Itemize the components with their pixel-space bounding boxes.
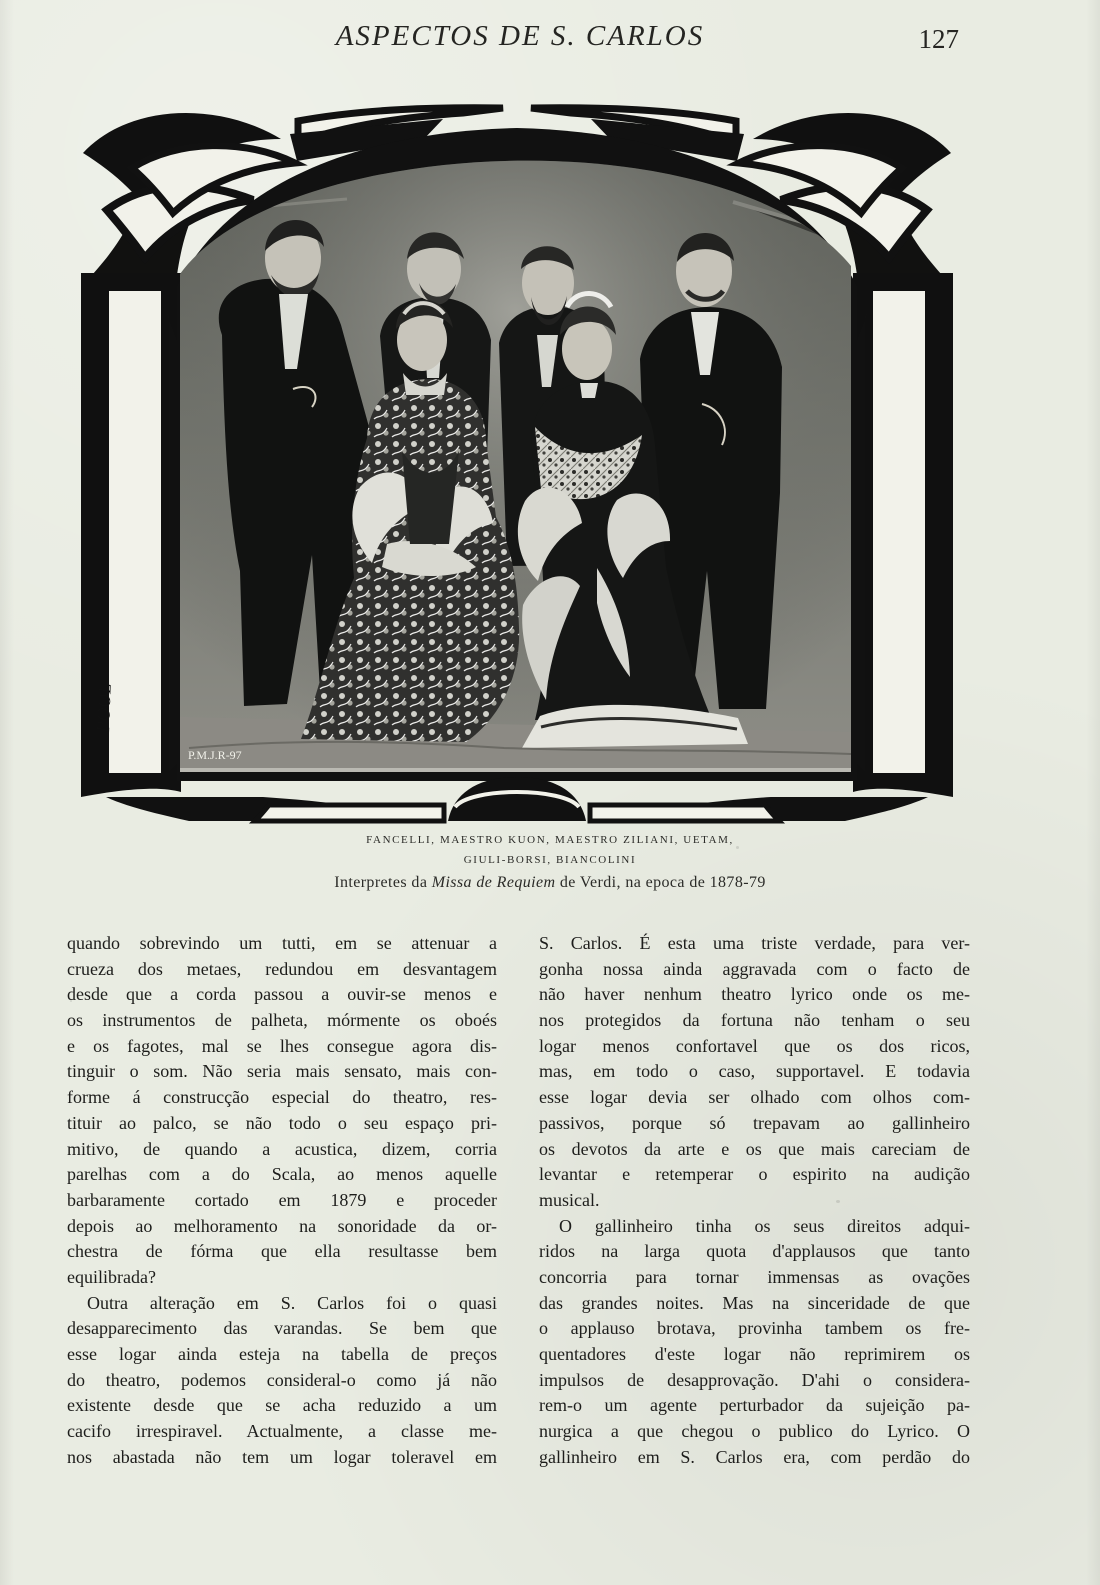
left-text-line: forme á construcção especial do theatro, res- <box>67 1087 497 1108</box>
right-text-line: levantar e retemperar o espirito na audição <box>539 1164 970 1185</box>
left-text-line: barbaramente cortado em 1879 e proceder <box>67 1189 497 1210</box>
left-text-line: equilibrada? <box>67 1266 156 1287</box>
caption-names-line-2: GIULI-BORSI, BIANCOLINI <box>463 854 637 866</box>
right-text-line: gonha nossa ainda aggravada com o facto de <box>539 958 970 979</box>
right-text-line: os devotos da arte e os que mais careciam de <box>539 1138 970 1159</box>
right-text-line: gallinheiro em S. Carlos era, com perdão do <box>539 1446 970 1467</box>
paper-speck <box>70 1000 72 1002</box>
decorative-frame-with-portrait <box>67 97 967 824</box>
right-text-line: nurgica a que chegou o publico do Lyrico. O <box>539 1421 970 1442</box>
left-text-line: desapparecimento das varandas. Se bem que <box>67 1318 497 1339</box>
right-text-line: esse logar devia ser olhado com olhos com- <box>539 1087 970 1108</box>
right-text-line: mas, em todo o caso, supportavel. E todavia <box>539 1061 970 1082</box>
right-text-line: não haver nenhum theatro lyrico onde os me- <box>539 984 970 1005</box>
caption-main-suffix: de Verdi, na epoca de 1878-79 <box>555 874 766 891</box>
right-text-line: O gallinheiro tinha os seus direitos adqui- <box>559 1215 970 1236</box>
left-text-line: nos abastada não tem um logar toleravel em <box>67 1446 497 1467</box>
left-text-line: chestra de fórma que ella resultasse bem <box>67 1241 497 1262</box>
caption-main <box>220 873 880 893</box>
caption-main-prefix: Interpretes da <box>334 874 432 891</box>
left-text-line: desde que a corda passou a ouvir-se menos e <box>67 984 497 1005</box>
right-text-line: nos protegidos da fortuna não tenham o seu <box>539 1010 970 1031</box>
right-text-line: o applauso brotava, provinha tambem os fre- <box>539 1318 970 1339</box>
right-text-line: S. Carlos. É esta uma triste verdade, para ver- <box>539 933 970 953</box>
right-text-line: passivos, porque só trepavam ao gallinheiro <box>539 1112 970 1133</box>
left-text-column <box>67 931 497 1470</box>
left-text-line: e os fagotes, mal se lhes consegue agora dis- <box>67 1035 497 1056</box>
right-text-line: quentadores d'este logar não reprimirem os <box>539 1344 970 1364</box>
left-text-line: mitivo, de quando a acustica, dizem, corria <box>67 1138 497 1159</box>
caption-names-line-1: FANCELLI, MAESTRO KUON, MAESTRO ZILIANI, UETAM, <box>366 834 734 846</box>
left-text-line: do theatro, podemos consideral-o como já não <box>67 1369 497 1390</box>
left-text-line: os instrumentos de palheta, mórmente os oboés <box>67 1010 497 1031</box>
running-head: ASPECTOS DE S. CARLOS <box>335 20 705 52</box>
plate-caption <box>220 830 880 893</box>
right-text-line: impulsos de desapprovação. D'ahi o considera- <box>539 1369 970 1390</box>
left-text-line: parelhas com a do Scala, ao menos aquelle <box>67 1164 497 1185</box>
right-text-line: rem-o um agente perturbador da sujeição pa- <box>539 1395 970 1416</box>
caption-main-italic: Missa de Requiem <box>431 874 556 891</box>
left-text-line: crueza dos metaes, redundou em desvantagem <box>67 958 497 979</box>
left-text-line: Outra alteração em S. Carlos foi o quasi <box>87 1292 497 1313</box>
group-portrait-photograph <box>180 114 851 772</box>
right-text-line: musical. <box>539 1189 600 1210</box>
art-nouveau-photo-plate <box>67 97 967 824</box>
right-text-column <box>539 931 970 1470</box>
left-text-line: tinguir o som. Não seria mais sensato, mais con- <box>67 1061 497 1082</box>
page-number: 127 <box>918 24 959 54</box>
left-text-line: esse logar ainda esteja na tabella de preços <box>67 1344 497 1364</box>
artist-signature-text: POOL <box>93 682 116 734</box>
left-text-line: existente desde que se acha reduzido a um <box>67 1395 497 1416</box>
paper-speck <box>836 1200 840 1203</box>
paper-speck <box>736 846 739 849</box>
left-text-line: quando sobrevindo um tutti, em se attenuar a <box>67 933 497 953</box>
right-text-line: ridos na larga quota d'applausos que tanto <box>539 1241 970 1262</box>
right-text-line: logar menos confortavel que os dos ricos, <box>539 1035 970 1056</box>
right-text-line: das grandes noites. Mas na sinceridade de que <box>539 1292 970 1313</box>
left-text-line: depois ao melhoramento na sonoridade da or- <box>67 1215 497 1236</box>
left-text-line: tituir ao palco, se não todo o seu espaço pri- <box>67 1112 497 1133</box>
artist-signature <box>93 683 116 734</box>
left-text-line: cacifo irrespiravel. Actualmente, a classe me- <box>67 1421 497 1442</box>
photo-mark-text: P.M.J.R-97 <box>188 748 242 762</box>
photographer-mark <box>188 748 242 762</box>
right-text-line: concorria para tornar immensas as ovações <box>539 1266 970 1287</box>
